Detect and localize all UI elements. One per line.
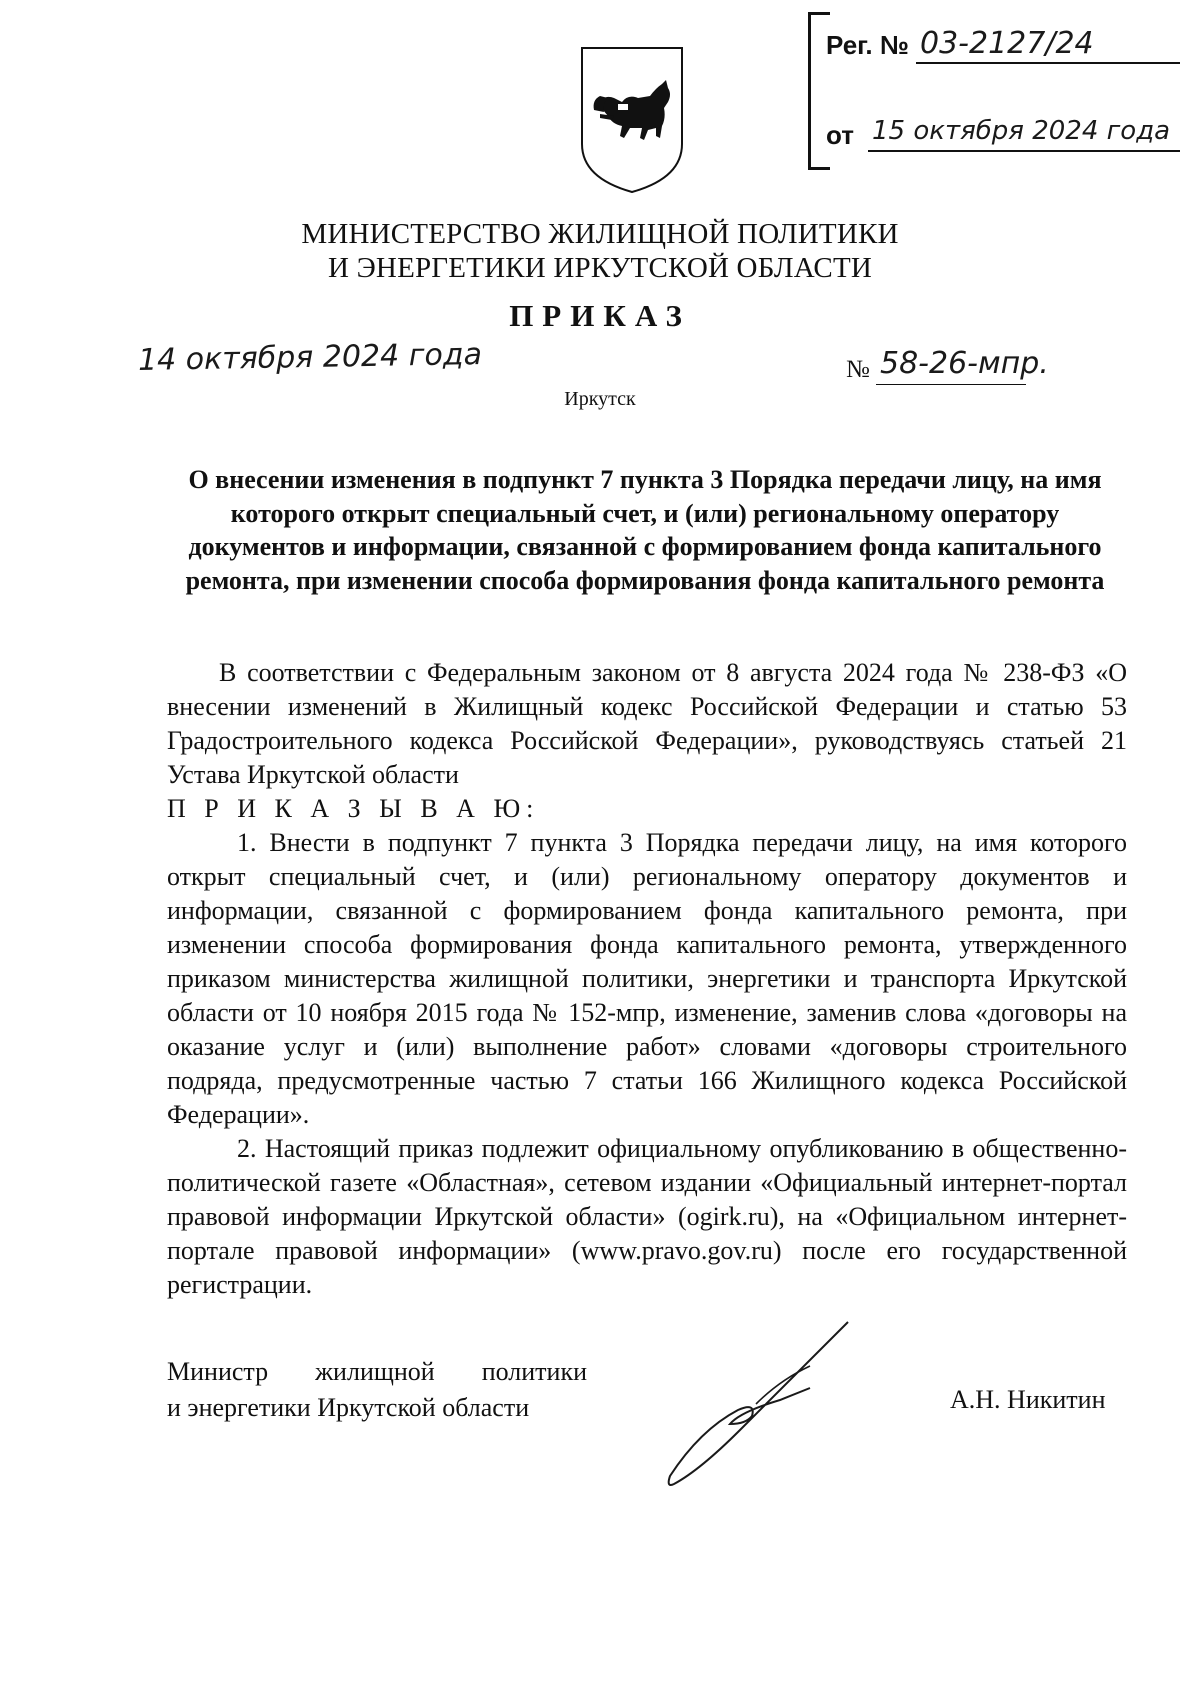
item-2-paragraph: 2. Настоящий приказ подлежит официальному опубликованию в общественно-политической газете «Областная», сетевом издании «Официальный интернет-портал правовой информации Иркутской области» (ogirk.ru), на «Официальном интернет-портале правовой информации» (www.pravo.gov.ru) после его государственной регистрации. [167, 1134, 1127, 1299]
reg-date-label: от [826, 120, 854, 150]
reg-date-value: 15 октября 2024 года [872, 116, 1171, 146]
reg-number-label: Рег. № [826, 30, 909, 60]
document-title: О внесении изменения в подпункт 7 пункта 3 Порядка передачи лицу, на имя которого открыт специальный счет, и (или) региональному оператору документов и информации, связанной с формированием фонда капитального ремонта, при изменении способа формирования фонда капитального ремонта [185, 465, 1105, 595]
document-body [167, 656, 1127, 1302]
signature-title-line-2: и энергетики Иркутской области [167, 1393, 530, 1422]
document-date-handwritten: 14 октября 2024 года [137, 337, 483, 378]
signature-title [167, 1354, 587, 1426]
signature-title-line-1: Министр жилищной политики [167, 1357, 587, 1386]
document-number-sign: № [846, 356, 870, 383]
decree-heading: П Р И К А З Ы В А Ю: [167, 794, 540, 823]
registration-stamp [808, 12, 1180, 172]
signer-name: А.Н. Никитин [950, 1385, 1106, 1414]
coat-of-arms-icon [578, 44, 686, 196]
ministry-name-line-2: И ЭНЕРГЕТИКИ ИРКУТСКОЙ ОБЛАСТИ [327, 252, 872, 284]
city: Иркутск [564, 388, 636, 410]
document-number-handwritten: 58-26-мпр. [880, 346, 1049, 381]
handwritten-signature [660, 1320, 850, 1490]
reg-number-value: 03-2127/24 [920, 26, 1094, 61]
document-type: ПРИКАЗ [509, 298, 691, 333]
ministry-name-line-1: МИНИСТЕРСТВО ЖИЛИЩНОЙ ПОЛИТИКИ [301, 218, 899, 250]
preamble-paragraph: В соответствии с Федеральным законом от 8 августа 2024 года № 238-ФЗ «О внесении изменений в Жилищный кодекс Российской Федерации и статью 53 Градостроительного кодекса Российской Федерации», руководствуясь статьей 21 Устава Иркутской области [167, 658, 1127, 789]
item-1-paragraph: 1. Внести в подпункт 7 пункта 3 Порядка передачи лицу, на имя которого открыт специальный счет, и (или) региональному оператору документов и информации, связанной с формированием фонда капитального ремонта, при изменении способа формирования фонда капитального ремонта, утвержденного приказом министерства жилищной политики, энергетики и транспорта Иркутской области от 10 ноября 2015 года № 152-мпр, изменение, заменив слова «договоры на оказание услуг и (или) выполнение работ» словами «договоры строительного подряда, предусмотренные частью 7 статьи 166 Жилищного кодекса Российской Федерации». [167, 828, 1127, 1129]
